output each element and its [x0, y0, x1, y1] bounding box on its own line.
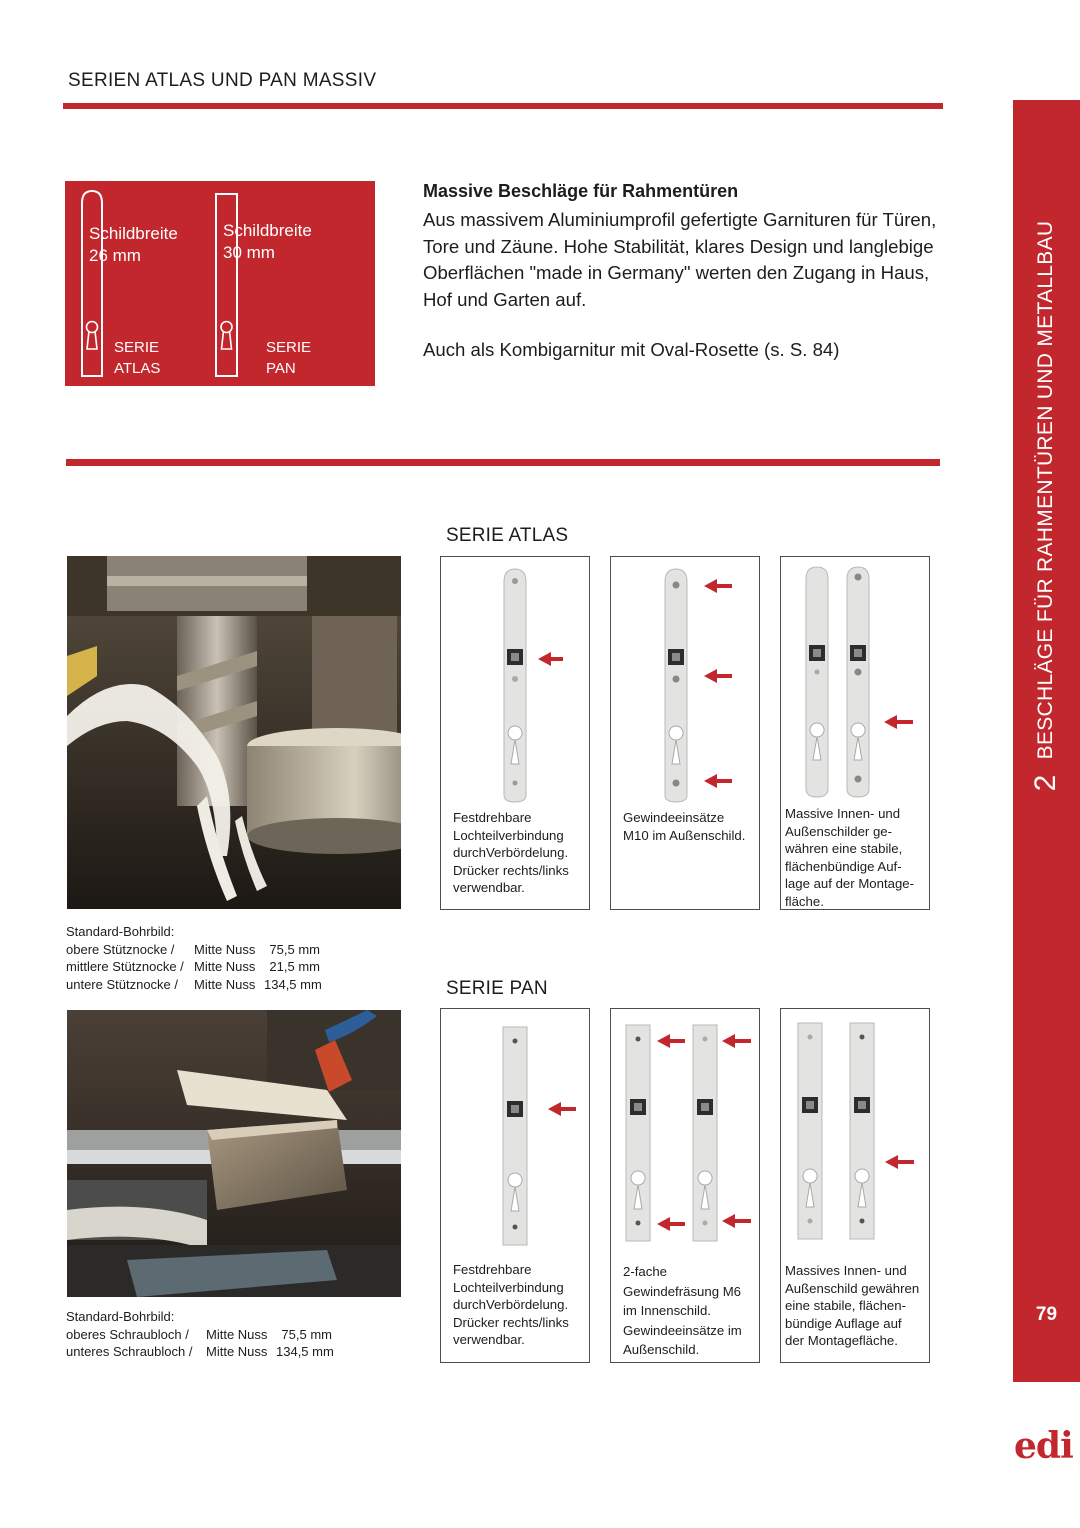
arrow-icon — [722, 1034, 751, 1048]
pan-spec-title: Standard-Bohrbild: — [66, 1309, 175, 1324]
card-caption: Festdrehbare Lochteilverbindung durchVerbördelung. Drücker rechts/links verwendbar. — [453, 1262, 569, 1347]
pan-plate-pair-illustration — [611, 1009, 760, 1259]
spec-label: mittlere Stütznocke / — [66, 959, 184, 974]
atlas-spec-row — [66, 941, 320, 959]
card-caption: Festdrehbare Lochteilverbindung durchVerbördelung. Drücker rechts/links verwendbar. — [453, 810, 569, 895]
arrow-icon — [657, 1034, 685, 1048]
spec-ref: Mitte Nuss — [206, 1326, 268, 1342]
spec-ref: Mitte Nuss — [194, 976, 256, 992]
spec-ref: Mitte Nuss — [194, 959, 256, 974]
spec-ref: Mitte Nuss — [206, 1344, 268, 1359]
card-caption: Massive Innen- und Außenschilder ge- währen eine stabile, flächenbündige Auf- lage auf der Montage- fläche. — [785, 806, 915, 909]
band-saw-image — [67, 1010, 401, 1297]
pan-series-line1: SERIE — [266, 339, 312, 356]
spec-ref: Mitte Nuss — [194, 941, 256, 957]
spec-value: 75,5 mm — [269, 941, 320, 957]
section-rule — [66, 459, 940, 466]
intro-body: Aus massivem Aluminiumprofil gefertigte Garnituren für Türen, Tore und Zäune. Hohe Stabilität, klares Design und langlebige Oberflächen "made in Germany" werten den Zugang in Haus, Hof und Garten auf. — [423, 209, 937, 310]
pan-spec-row — [66, 1326, 332, 1344]
pan-series-line2: PAN — [266, 360, 296, 377]
atlas-spec-row — [66, 958, 320, 976]
spec-label: untere Stütznocke / — [66, 976, 179, 992]
spec-value: 134,5 mm — [264, 976, 322, 992]
intro-note: Auch als Kombigarnitur mit Oval-Rosette (s. S. 84) — [423, 339, 840, 360]
arrow-icon — [704, 579, 732, 593]
atlas-width-value: 26 mm — [89, 246, 141, 265]
pan-sawing-photo — [67, 1010, 401, 1297]
pan-card-2 — [610, 1008, 760, 1363]
pan-plate-illustration — [441, 1009, 590, 1259]
spec-value: 75,5 mm — [281, 1326, 332, 1342]
arrow-icon — [884, 715, 913, 729]
page-title: SERIEN ATLAS UND PAN MASSIV — [68, 70, 377, 91]
spec-label: obere Stütznocke / — [66, 941, 175, 957]
pan-plate-pair-illustration — [781, 1009, 930, 1259]
spec-label: oberes Schraubloch / — [66, 1326, 189, 1342]
edi-logo: edi — [1014, 1425, 1073, 1467]
spec-value: 21,5 mm — [269, 959, 320, 974]
spec-value: 134,5 mm — [276, 1344, 334, 1359]
atlas-plate-pair-illustration — [781, 557, 930, 807]
atlas-card-3 — [780, 556, 930, 910]
atlas-milling-photo — [67, 556, 401, 909]
milling-machine-image — [67, 556, 401, 909]
atlas-plate-illustration — [611, 557, 760, 807]
arrow-icon — [538, 652, 563, 666]
arrow-icon — [885, 1155, 914, 1169]
arrow-icon — [548, 1102, 576, 1116]
plate-width-info-box — [65, 181, 375, 386]
atlas-spec-row — [66, 976, 320, 994]
intro-heading: Massive Beschläge für Rahmentüren — [423, 181, 739, 201]
card-caption: Massives Innen- und Außenschild gewähren eine stabile, flächen- bündige Auflage auf der Montagefläche. — [785, 1263, 920, 1348]
pan-card-1 — [440, 1008, 590, 1363]
card-caption: Gewindeeinsätze M10 im Außenschild. — [623, 810, 746, 843]
plate-outline-illustration — [65, 181, 375, 386]
pan-heading: SERIE PAN — [446, 978, 548, 999]
header-rule — [63, 103, 943, 109]
atlas-heading: SERIE ATLAS — [446, 525, 569, 546]
atlas-card-2 — [610, 556, 760, 910]
pan-width-value: 30 mm — [223, 243, 275, 262]
atlas-series-line2: ATLAS — [114, 360, 161, 377]
pan-card-3 — [780, 1008, 930, 1363]
page-number: 79 — [1035, 1304, 1058, 1325]
atlas-drilling-spec — [66, 923, 320, 993]
arrow-icon — [704, 669, 732, 683]
pan-spec-row — [66, 1343, 332, 1361]
pan-width-label: Schildbreite — [223, 221, 312, 240]
pan-drilling-spec — [66, 1308, 332, 1361]
arrow-icon — [704, 774, 732, 788]
chapter-number: 2 — [1029, 774, 1062, 792]
arrow-icon — [657, 1217, 685, 1231]
arrow-icon — [722, 1214, 751, 1228]
atlas-width-label: Schildbreite — [89, 224, 178, 243]
atlas-spec-title: Standard-Bohrbild: — [66, 924, 175, 939]
atlas-series-line1: SERIE — [114, 339, 160, 356]
chapter-title: BESCHLÄGE FÜR RAHMENTÜREN UND METALLBAU — [1034, 220, 1057, 760]
atlas-plate-illustration — [441, 557, 590, 807]
card-caption: 2-fache Gewindefräsung M6 im Innenschild. Gewindeeinsätze im Außenschild. — [623, 1264, 742, 1357]
atlas-card-1 — [440, 556, 590, 910]
spec-label: unteres Schraubloch / — [66, 1344, 193, 1359]
